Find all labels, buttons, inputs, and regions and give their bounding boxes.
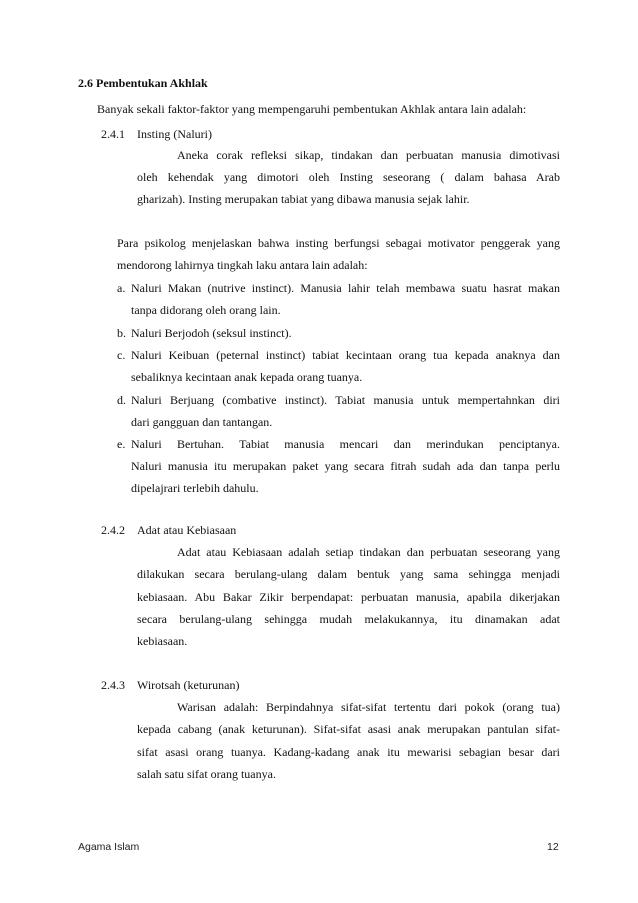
list-item-line: sebaliknya kecintaan anak kepada orang tuanya. (131, 370, 363, 384)
list-item-line: dipelajrari terlebih dahulu. (131, 481, 259, 495)
paragraph-line: kepada cabang (anak keturunan). Sifat-sifat asasi anak merupakan pantulan sifat- (137, 722, 560, 736)
section-intro: Banyak sekali faktor-faktor yang mempengaruhi pembentukan Akhlak antara lain adalah: (97, 102, 527, 116)
list-item-line: Naluri Berjodoh (seksul instinct). (131, 326, 292, 340)
subsection-number-2: 2.4.2 (101, 523, 125, 537)
paragraph-line: Warisan adalah: Berpindahnya sifat-sifat tertentu dari pokok (orang tua) (177, 700, 560, 714)
paragraph-line: sifat asasi orang tuanya. Kadang-kadang anak itu mewarisi sebagian besar dari (137, 745, 560, 759)
list-marker: d. (117, 393, 126, 407)
paragraph-line: dilakukan secara berulang-ulang dalam bentuk yang sama sehingga menjadi (137, 567, 560, 581)
list-item-line: tanpa didorang oleh orang lain. (131, 303, 281, 317)
list-item-line: dari gangguan dan tantangan. (131, 415, 273, 429)
list-marker: b. (117, 326, 126, 340)
list-item-line: Naluri Makan (nutrive instinct). Manusia lahir telah membawa suatu hasrat makan (131, 281, 560, 295)
paragraph-line: Aneka corak refleksi sikap, tindakan dan perbuatan manusia dimotivasi (177, 148, 560, 162)
paragraph-line: oleh kehendak yang dimotori oleh Insting seseorang ( dalam bahasa Arab (137, 170, 560, 184)
subsection-title-3: Wirotsah (keturunan) (137, 678, 240, 692)
paragraph-line: Para psikolog menjelaskan bahwa insting berfungsi sebagai motivator penggerak yang (117, 236, 560, 250)
paragraph-line: kebiasaan. Abu Bakar Zikir berpendapat: perbuatan manusia, apabila dikerjakan (137, 590, 560, 604)
list-item-line: Naluri Berjuang (combative instinct). Tabiat manusia untuk mempertahnkan diri (131, 393, 560, 407)
subsection-title-1: Insting (Naluri) (137, 127, 212, 141)
paragraph-line: Adat atau Kebiasaan adalah setiap tindakan dan perbuatan seseorang yang (177, 545, 560, 559)
list-item-line: Naluri Bertuhan. Tabiat manusia mencari dan merindukan penciptanya. (131, 437, 560, 451)
list-item-line: Naluri Keibuan (peternal instinct) tabiat kecintaan orang tua kepada anaknya dan (131, 348, 560, 362)
list-item-line: Naluri manusia itu merupakan paket yang secara fitrah sudah ada dan tanpa perlu (131, 459, 560, 473)
subsection-number-3: 2.4.3 (101, 678, 125, 692)
list-marker: a. (117, 281, 126, 295)
paragraph-line: salah satu sifat orang tuanya. (137, 767, 276, 781)
list-marker: e. (117, 437, 126, 451)
subsection-number-1: 2.4.1 (101, 127, 125, 141)
paragraph-line: mendorong lahirnya tingkah laku antara lain adalah: (117, 258, 368, 272)
paragraph-line: gharizah). Insting merupakan tabiat yang dibawa manusia sejak lahir. (137, 192, 470, 206)
page-number: 12 (547, 841, 559, 853)
subsection-title-2: Adat atau Kebiasaan (137, 523, 237, 537)
section-heading: 2.6 Pembentukan Akhlak (78, 76, 208, 90)
paragraph-line: kebiasaan. (137, 634, 188, 648)
list-marker: c. (117, 348, 126, 362)
footer-left: Agama Islam (78, 841, 140, 853)
paragraph-line: secara berulang-ulang sehingga mudah melakukannya, itu dinamakan adat (137, 612, 560, 626)
